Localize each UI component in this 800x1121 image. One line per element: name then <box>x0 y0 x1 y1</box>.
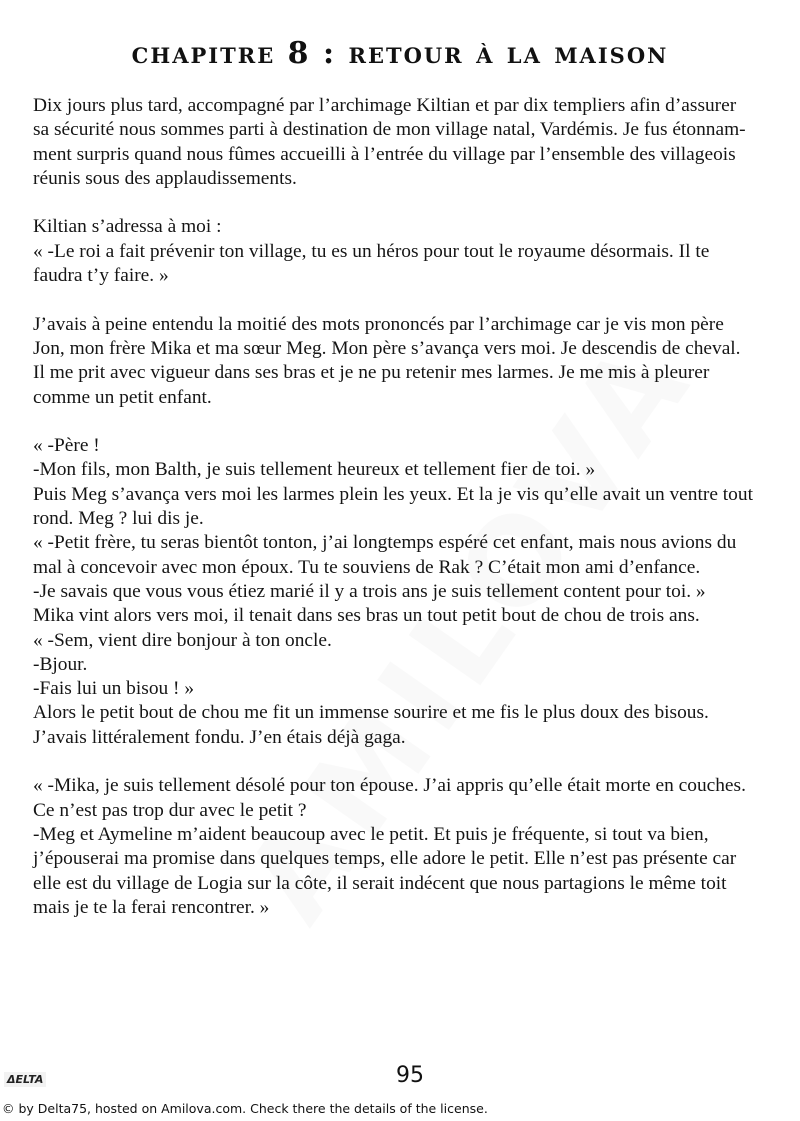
text-line: comme un petit enfant. <box>33 386 212 408</box>
text-line: « -Sem, vient dire bonjour à ton oncle. <box>33 629 332 651</box>
text-line: rond. Meg ? lui dis je. <box>33 508 204 530</box>
text-line: J’avais à peine entendu la moitié des mots prononcés par l’archimage car je vis mon père <box>33 313 724 335</box>
text-line: « -Mika, je suis tellement désolé pour ton épouse. J’ai appris qu’elle était morte en couches. <box>33 775 746 797</box>
text-line: réunis sous des applaudissements. <box>33 167 297 189</box>
text-line: Ce n’est pas trop dur avec le petit ? <box>33 799 307 821</box>
text-line: -Bjour. <box>33 653 88 675</box>
text-line: « -Le roi a fait prévenir ton village, tu es un héros pour tout le royaume désormais. Il te <box>33 240 710 262</box>
text-line: Mika vint alors vers moi, il tenait dans ses bras un tout petit bout de chou de trois ans. <box>33 605 700 627</box>
text-line: -Meg et Aymeline m’aident beaucoup avec le petit. Et puis je fréquente, si tout va bien, <box>33 823 709 845</box>
paragraph-spacer <box>33 191 793 215</box>
paragraph <box>33 94 793 191</box>
page-number: 95 <box>396 1063 424 1088</box>
text-line: ment surpris quand nous fûmes accueilli à l’entrée du village par l’ensemble des villageois <box>33 143 736 165</box>
text-line: Il me prit avec vigueur dans ses bras et je ne pu retenir mes larmes. Je me mis à pleurer <box>33 362 710 384</box>
paragraph <box>33 434 793 750</box>
text-line: mais je te la ferai rencontrer. » <box>33 896 270 918</box>
text-line: Kiltian s’adressa à moi : <box>33 216 222 238</box>
text-line: -Mon fils, mon Balth, je suis tellement heureux et tellement fier de toi. » <box>33 459 596 481</box>
text-line: mal à concevoir avec mon époux. Tu te souviens de Rak ? C’était mon ami d’enfance. <box>33 556 701 578</box>
text-line: Puis Meg s’avança vers moi les larmes plein les yeux. Et la je vis qu’elle avait un ventre tout <box>33 483 753 505</box>
text-line: « -Petit frère, tu seras bientôt tonton, j’ai longtemps espéré cet enfant, mais nous avions du <box>33 532 737 554</box>
text-line: j’épouserai ma promise dans quelques temps, elle adore le petit. Elle n’est pas présente car <box>33 848 737 870</box>
paragraph <box>33 215 793 288</box>
paragraph-spacer <box>33 410 793 434</box>
text-line: sa sécurité nous sommes parti à destination de mon village natal, Vardémis. Je fus étonnam- <box>33 119 746 141</box>
license-notice: © by Delta75, hosted on Amilova.com. Check there the details of the license. <box>2 1101 488 1116</box>
text-line: « -Père ! <box>33 435 100 457</box>
paragraph-spacer <box>33 750 793 774</box>
chapter-body <box>33 94 793 920</box>
text-line: Jon, mon frère Mika et ma sœur Meg. Mon père s’avança vers moi. Je descendis de cheval. <box>33 337 741 359</box>
text-line: -Fais lui un bisou ! » <box>33 678 195 700</box>
paragraph-spacer <box>33 288 793 312</box>
text-line: Alors le petit bout de chou me fit un immense sourire et me fis le plus doux des bisous. <box>33 702 709 724</box>
text-line: faudra t’y faire. » <box>33 265 169 287</box>
text-line: J’avais littéralement fondu. J’en étais déjà gaga. <box>33 726 406 748</box>
text-line: Dix jours plus tard, accompagné par l’archimage Kiltian et par dix templiers afin d’assurer <box>33 95 737 116</box>
text-line: -Je savais que vous vous étiez marié il y a trois ans je suis tellement content pour toi. » <box>33 580 706 602</box>
text-line: elle est du village de Logia sur la côte, il serait indécent que nous partagions le même toit <box>33 872 727 894</box>
paragraph <box>33 313 793 410</box>
chapter-title: chapitre 8 : retour à la maison <box>131 36 669 71</box>
author-logo: ΔELTA <box>4 1072 46 1087</box>
paragraph <box>33 774 793 920</box>
